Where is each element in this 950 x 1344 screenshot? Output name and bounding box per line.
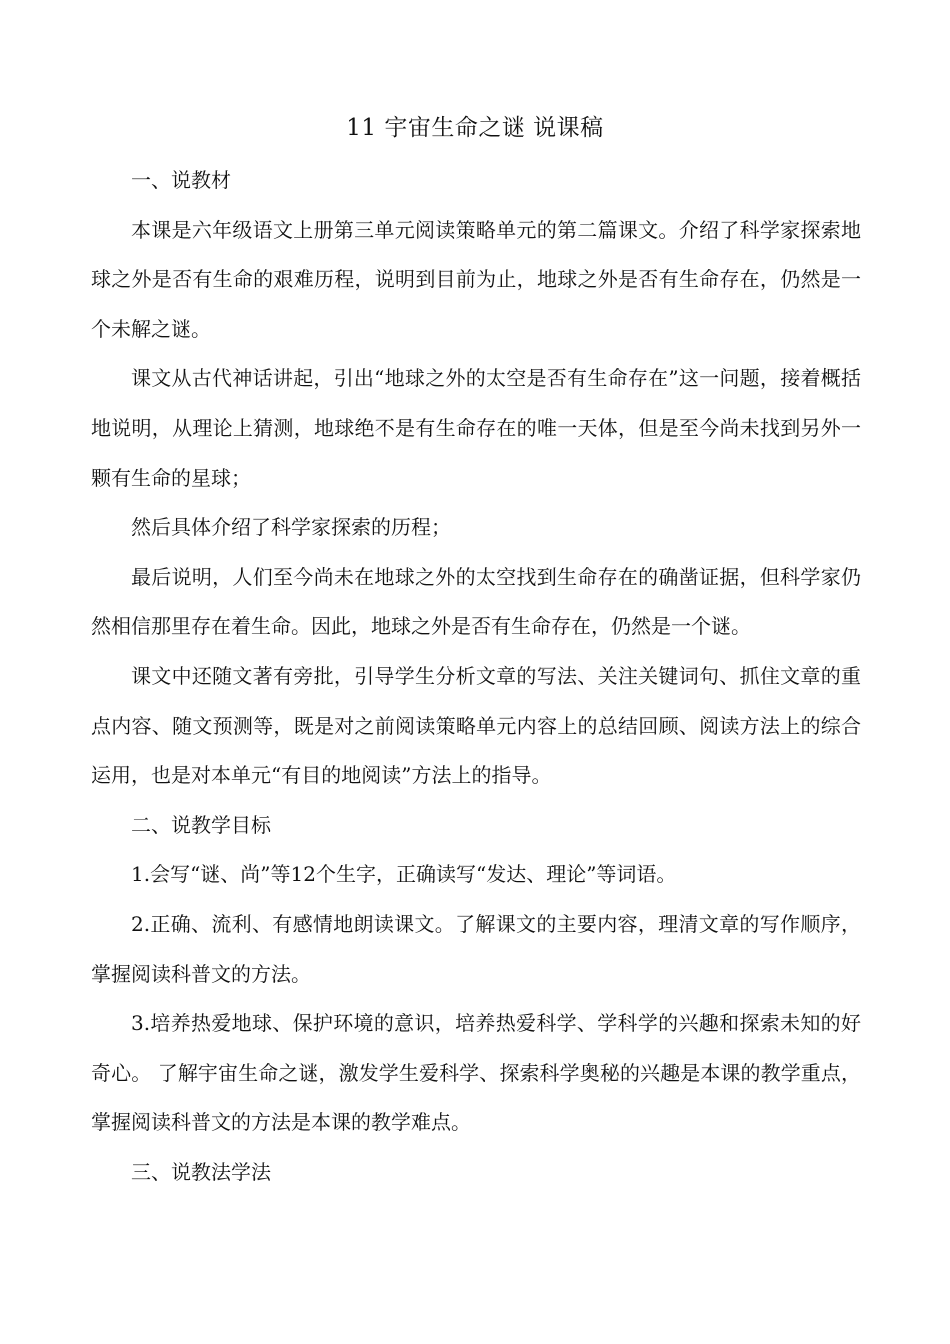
paragraph: 最后说明，人们至今尚未在地球之外的太空找到生命存在的确凿证据，但科学家仍然相信那里存在着生命。因此，地球之外是否有生命存在，仍然是一个谜。 [91,564,861,639]
paragraph: 然后具体介绍了科学家探索的历程； [131,515,451,540]
section-heading-goals: 二、说教学目标 [131,812,271,837]
document-body [91,156,861,1197]
paragraph: 课文从古代神话讲起，引出“地球之外的太空是否有生命存在”这一问题，接着概括地说明，从理论上猜测，地球绝不是有生命存在的唯一天体，但是至今尚未找到另外一颗有生命的星球； [91,366,861,490]
section-heading-textbook: 一、说教材 [131,168,231,192]
section-heading-methods: 三、说教法学法 [131,1159,271,1184]
paragraph: 课文中还随文著有旁批，引导学生分析文章的写法、关注关键词句、抓住文章的重点内容、随文预测等，既是对之前阅读策略单元内容上的总结回顾、阅读方法上的综合运用，也是对本单元“有目的地阅读”方法上的指导。 [91,663,861,788]
goal-item: 1.会写“谜、尚”等12个生字，正确读写“发达、理论”等词语。 [131,862,677,887]
paragraph: 本课是六年级语文上册第三单元阅读策略单元的第二篇课文。介绍了科学家探索地球之外是否有生命的艰难历程，说明到目前为止，地球之外是否有生命存在，仍然是一个未解之谜。 [91,217,861,341]
goal-item: 2.正确、流利、有感情地朗读课文。了解课文的主要内容，理清文章的写作顺序，掌握阅读科普文的方法。 [91,911,861,986]
goal-item: 3.培养热爱地球、保护环境的意识，培养热爱科学、学科学的兴趣和探索未知的好奇心。 了解宇宙生命之谜，激发学生爱科学、探索科学奥秘的兴趣是本课的教学重点，掌握阅读科普文的方法是本课的教学难点。 [91,1011,861,1135]
document-title: 11 宇宙生命之谜 说课稿 [346,115,604,141]
